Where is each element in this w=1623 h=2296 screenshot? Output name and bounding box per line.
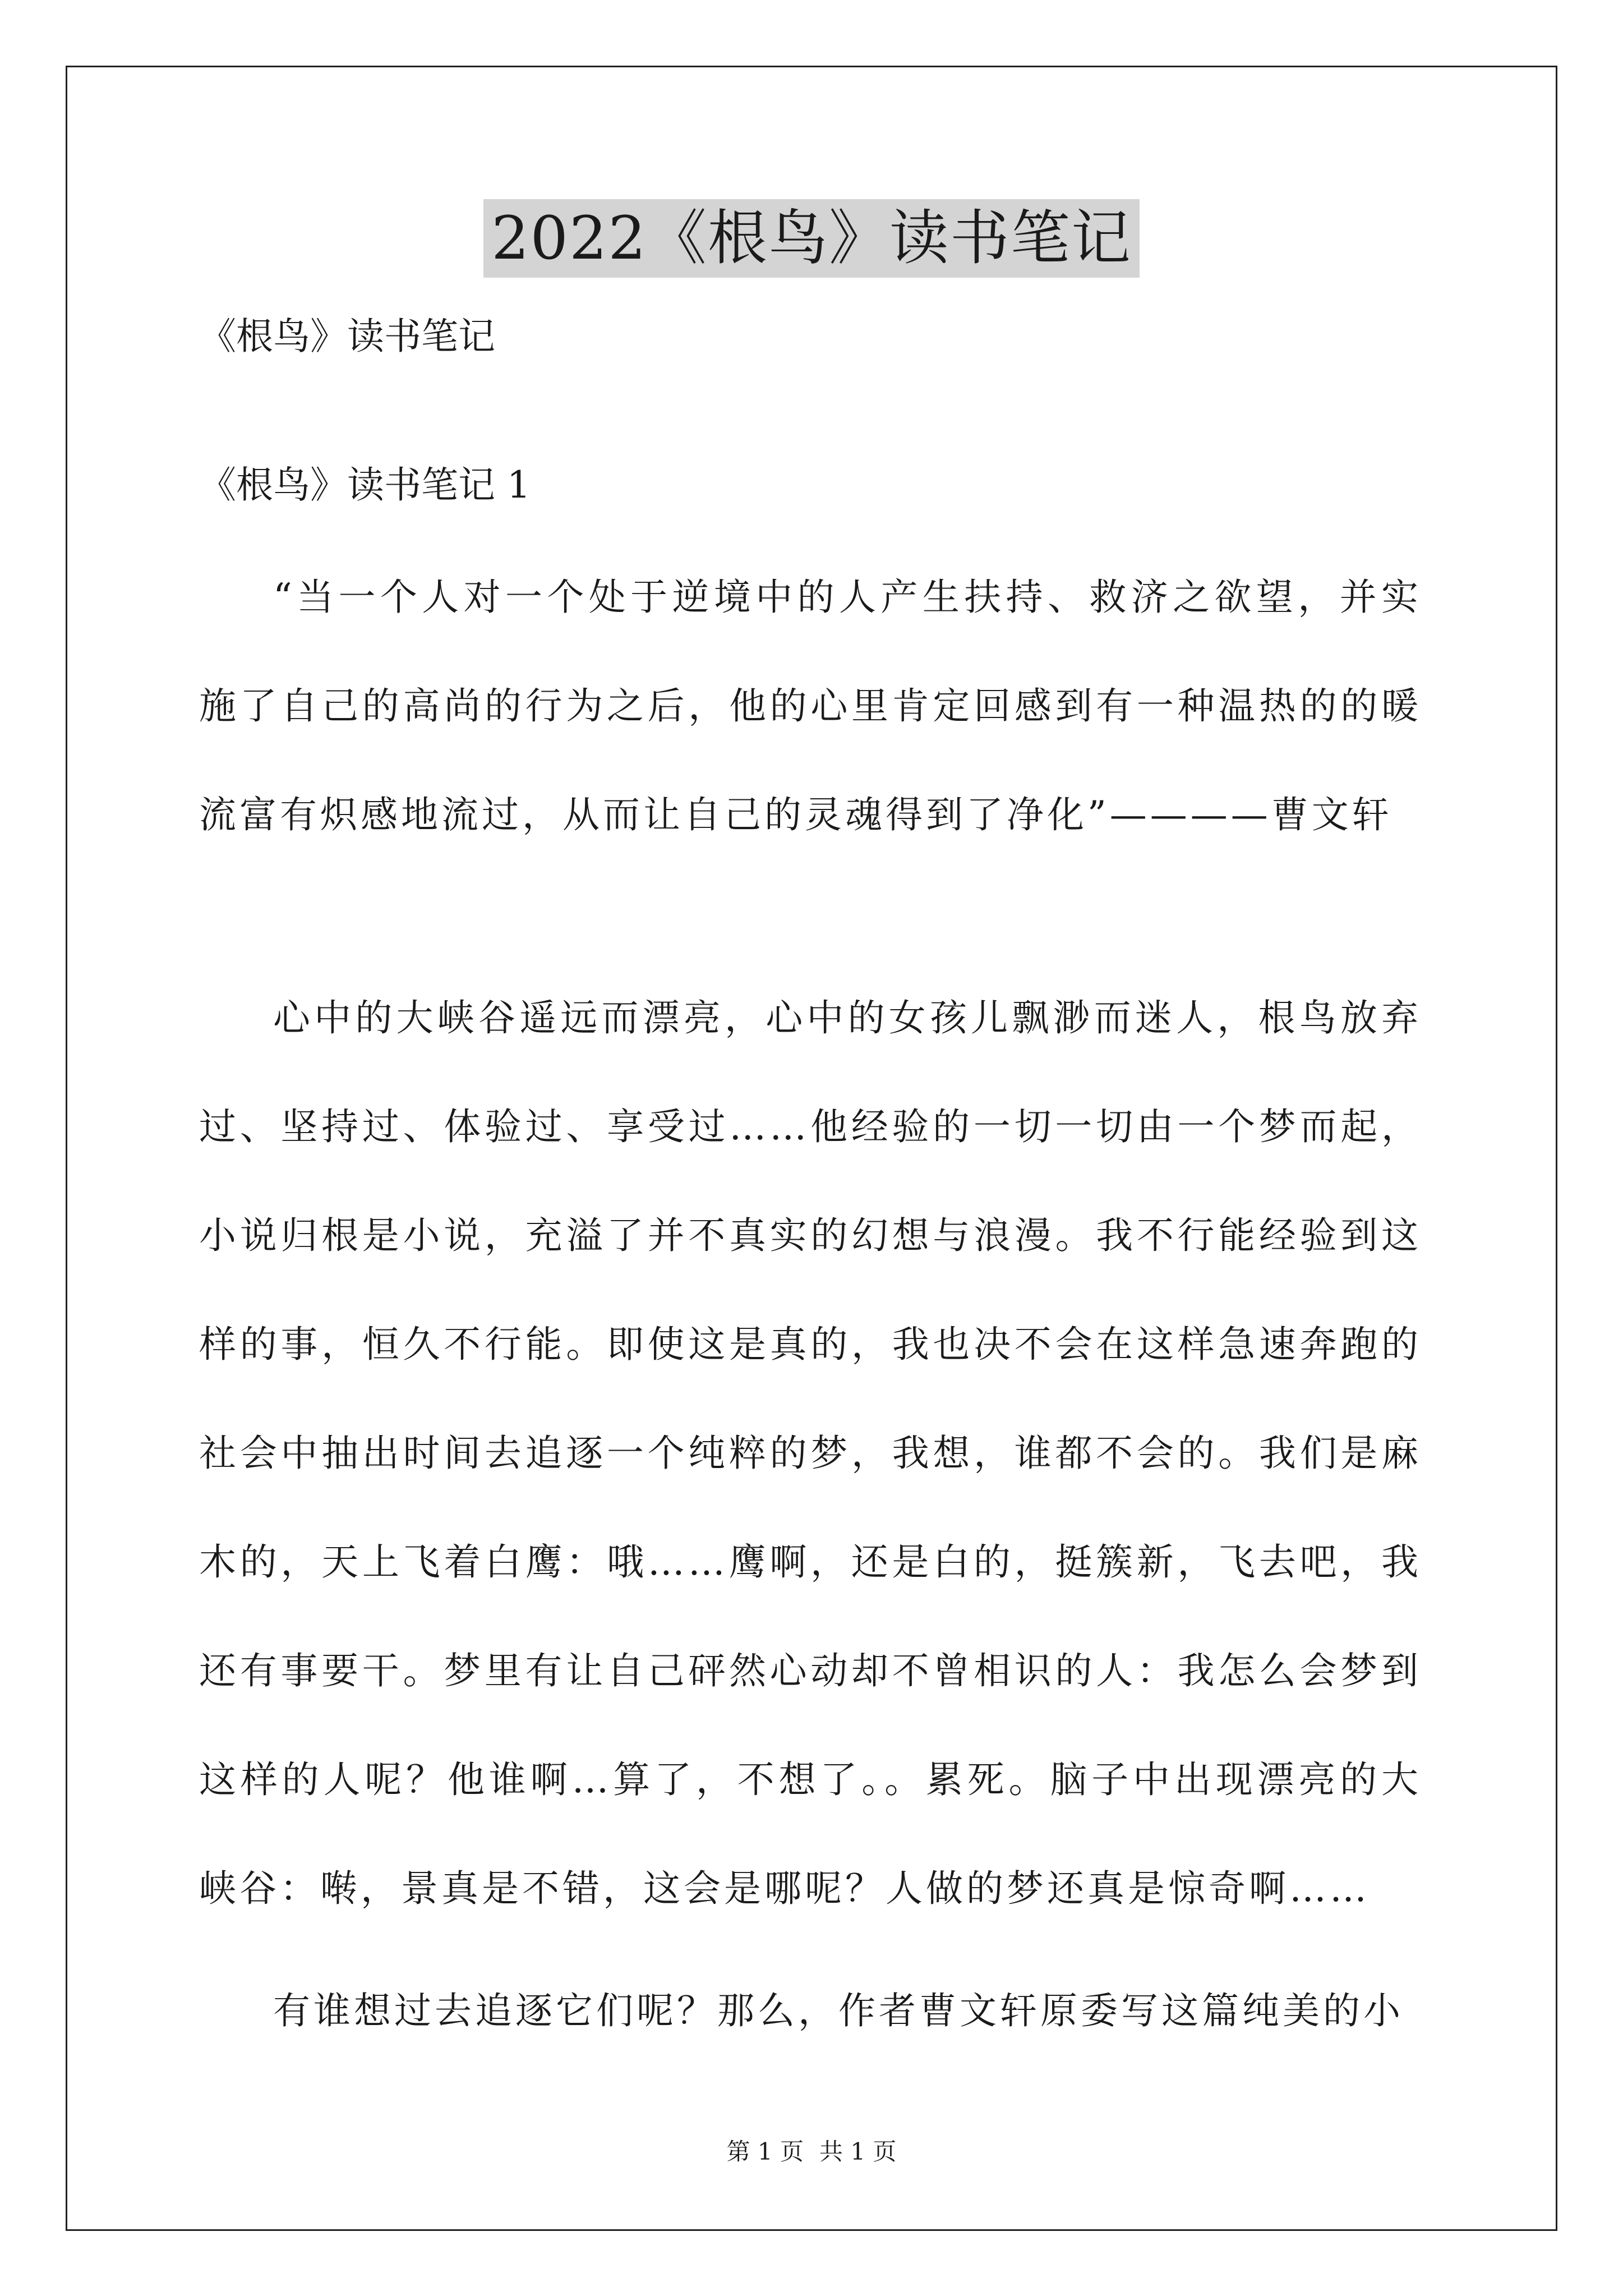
page-total: 共 1 页 [819, 2138, 897, 2165]
document-subtitle: 《根鸟》读书笔记 [199, 315, 495, 358]
document-title [0, 199, 1623, 278]
paragraph-quote: “当一个人对一个处于逆境中的人产生扶持、救济之欲望，并实施了自己的高尚的行为之后，他的心里肯定回感到有一种温热的的暖流富有炽感地流过，从而让自己的灵魂得到了净化”————曹文轩 [199, 576, 1422, 836]
page-footer [0, 2136, 1623, 2168]
page-number: 第 1 页 [726, 2138, 804, 2165]
paragraph-continued: 有谁想过去追逐它们呢？那么，作者曹文轩原委写这篇纯美的小 [273, 1989, 1404, 2032]
document-title-text: 2022《根鸟》读书笔记 [483, 199, 1140, 278]
section-heading: 《根鸟》读书笔记 1 [199, 463, 531, 507]
paragraph-body: 心中的大峡谷遥远而漂亮，心中的女孩儿飘渺而迷人，根鸟放弃过、坚持过、体验过、享受过……他经验的一切一切由一个梦而起，小说归根是小说，充溢了并不真实的幻想与浪漫。我不行能经验到这样的事，恒久不行能。即使这是真的，我也决不会在这样急速奔跑的社会中抽出时间去追逐一个纯粹的梦，我想，谁都不会的。我们是麻木的，天上飞着白鹰：哦……鹰啊，还是白的，挺簇新，飞去吧，我还有事要干。梦里有让自己砰然心动却不曾相识的人：我怎么会梦到这样的人呢？他谁啊…算了，不想了。。累死。脑子中出现漂亮的大峡谷：啭，景真是不错，这会是哪呢？人做的梦还真是惊奇啊…… [199, 996, 1422, 1910]
